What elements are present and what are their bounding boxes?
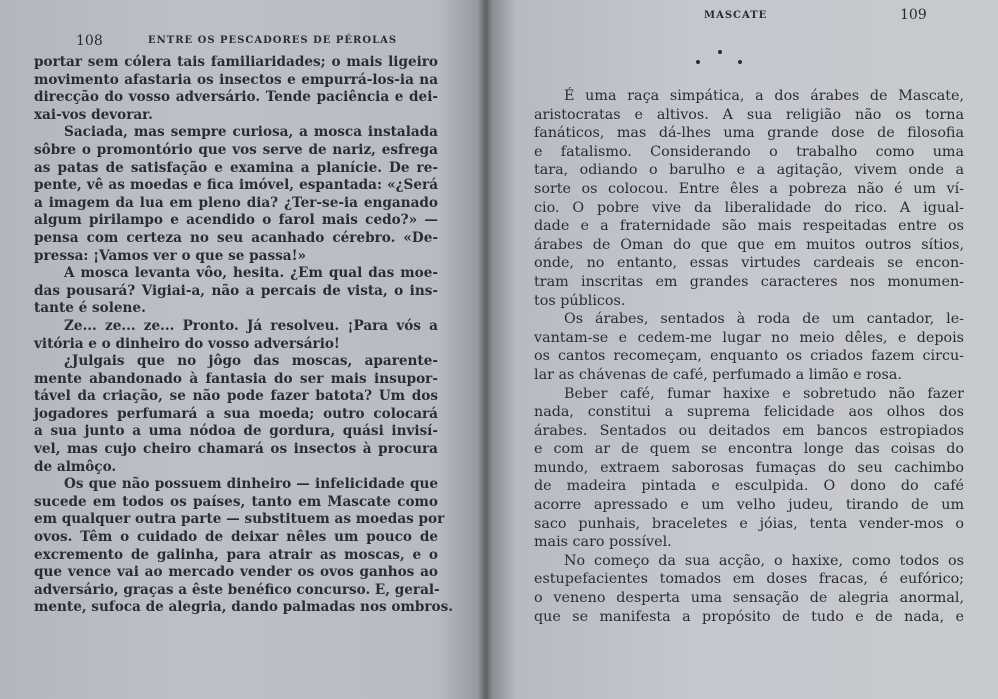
- text-line: Os que não possuem dinheiro — infelicidade que: [64, 476, 438, 493]
- text-line: árabes. Sentados ou deitados em bancos estropiados: [534, 422, 964, 439]
- paragraph: [34, 265, 438, 318]
- text-line: nada, constitui a suprema felicidade aos olhos dos: [534, 404, 964, 421]
- running-head: MASCATE: [704, 10, 768, 21]
- book-gutter: [478, 0, 492, 699]
- text-line: lar as chávenas de café, perfumado a limão e rosa.: [534, 366, 902, 383]
- text-line: xai-vos devorar.: [34, 106, 153, 123]
- running-head: ENTRE OS PESCADORES DE PÉROLAS: [148, 35, 398, 46]
- text-line: mundo, extraem saborosas fumaças do seu cachimbo: [534, 459, 964, 476]
- text-line: ovos. Têm o cuidado de deixar nêles um pouco de: [34, 529, 438, 546]
- text-line: aristocratas e altivos. A sua religião não os torna: [534, 106, 964, 123]
- page-body: [34, 54, 453, 617]
- text-line: Saciada, mas sempre curiosa, a mosca instalada: [64, 124, 438, 141]
- page-number: 108: [76, 33, 103, 49]
- page-body: [534, 87, 964, 626]
- text-line: portar sem cólera tais familiaridades; o mais ligeiro: [34, 54, 438, 70]
- text-line: A mosca levanta vôo, hesita. ¿Em qual das moe-: [64, 265, 438, 282]
- text-line: mente abandonado à fantasia do ser mais insupor-: [34, 370, 438, 387]
- text-line: Ze... ze... ze... Pronto. Já resolveu. ¡Para vós a: [64, 317, 438, 334]
- text-line: vel, mas cujo cheiro chamará os insectos à procura: [34, 441, 438, 458]
- paragraph: [534, 310, 964, 384]
- left-page: [0, 0, 486, 699]
- text-line: direcção do vosso adversário. Tende paciência e dei-: [34, 89, 438, 106]
- text-line: sôbre o promontório que vos serve de nariz, esfrega: [34, 141, 438, 158]
- text-line: que se manifesta a propósito de tudo e de nada, e: [534, 608, 964, 625]
- text-line: tável da criação, se não pode fazer batota? Um dos: [34, 388, 438, 405]
- text-line: tara, odiando o barulho e a agitação, vivem onde a: [534, 162, 964, 179]
- text-line: sorte os colocou. Entre êles a pobreza não é um ví-: [534, 180, 964, 197]
- text-line: e fatalismo. Considerando o trabalho como uma: [534, 143, 964, 160]
- paragraph: [34, 353, 438, 476]
- text-line: ¿Julgais que no jôgo das moscas, aparente-: [64, 353, 438, 370]
- text-line: tos públicos.: [534, 292, 626, 309]
- text-line: movimento afastaria os insectos e empurrá-los-ia na: [34, 71, 438, 88]
- paragraph: [534, 385, 964, 552]
- text-line: dade e a fraternidade são mais respeitadas entre os: [534, 218, 964, 235]
- text-line: em qualquer outra parte — substituem as moedas por: [34, 511, 445, 528]
- text-line: No começo da sua acção, o haxixe, como todos os: [564, 552, 964, 569]
- text-line: mente, sufoca de alegria, dando palmadas nos ombros.: [34, 599, 453, 616]
- text-line: vantam-se e cedem-me lugar no meio dêles, e depois: [534, 329, 964, 346]
- text-line: Os árabes, sentados à roda de um cantador, le-: [564, 311, 964, 328]
- text-line: onde, no entanto, essas virtudes cardeais se encon-: [534, 255, 964, 272]
- text-line: É uma raça simpática, a dos árabes de Mascate,: [564, 88, 964, 104]
- text-line: excremento de galinha, para atrair as moscas, e o: [34, 546, 438, 563]
- text-line: vitória e o dinheiro do vosso adversário!: [34, 335, 340, 352]
- text-line: cio. O pobre vive da liberalidade do rico. A igual-: [534, 199, 964, 216]
- text-line: estupefacientes tomados em doses fracas, é eufórico;: [534, 571, 964, 588]
- text-line: e com ar de quem se encontra longe das coisas do: [534, 441, 964, 458]
- text-line: a imagem da lua em pleno dia? ¿Ter-se-ia enganado: [34, 194, 438, 211]
- page-number: 109: [900, 7, 927, 23]
- text-line: de madeira pintada e esculpida. O dono do café: [534, 478, 964, 495]
- text-line: os cantos recomeçam, enquanto os criados fazem circu-: [534, 348, 964, 365]
- paragraph: [34, 318, 438, 353]
- text-line: mais caro possível.: [534, 534, 672, 551]
- text-line: de almôço.: [34, 458, 117, 475]
- dot: [718, 50, 722, 54]
- paragraph: [34, 476, 453, 617]
- text-line: tram inscritas em grandes caracteres nos monumen-: [534, 273, 964, 290]
- text-line: jogadores perfumará a sua moeda; outro colocará: [34, 405, 438, 422]
- paragraph: [34, 54, 438, 124]
- text-line: das pousará? Vigiai-a, não a percais de vista, o ins-: [34, 282, 438, 299]
- paragraph: [534, 552, 964, 626]
- text-line: algum pirilampo e acendido o farol mais cedo?» —: [34, 212, 438, 229]
- text-line: tante é solene.: [34, 300, 146, 317]
- text-line: saco punhais, braceletes e jóias, tenta vender-mos o: [534, 515, 964, 532]
- right-page: [486, 0, 998, 699]
- paragraph: [34, 124, 438, 265]
- text-line: que vence vai ao mercado vender os ovos ganhos ao: [34, 564, 438, 581]
- paragraph: [534, 87, 964, 310]
- text-line: as patas de satisfação e examina a planície. De re-: [34, 159, 438, 176]
- text-line: sucede em todos os países, tanto em Mascate como: [34, 493, 438, 510]
- text-line: adversário, graças a êste benéfico concurso. E, geral-: [34, 581, 440, 598]
- text-line: árabes de Oman do que que em muitos outros sítios,: [534, 236, 964, 253]
- text-line: acorre apressado e um velho judeu, tirando de um: [534, 497, 964, 514]
- section-break-asterism: [696, 48, 756, 68]
- text-line: pressa: ¡Vamos ver o que se passa!»: [34, 247, 307, 264]
- text-line: a sua junto a uma nódoa de gordura, quási invisí-: [34, 423, 438, 440]
- text-line: Beber café, fumar haxixe e sobretudo não fazer: [564, 385, 964, 402]
- dot: [696, 60, 700, 64]
- text-line: pente, vê as moedas e fica imóvel, espantada: «¿Será: [34, 177, 438, 194]
- dot: [738, 60, 742, 64]
- text-line: pensa com certeza no seu acanhado cérebro. «De-: [34, 229, 438, 246]
- text-line: o veneno desperta uma sensação de alegria anormal,: [534, 590, 964, 607]
- text-line: fanáticos, mas dá-lhes uma grande dose de filosofia: [534, 125, 964, 142]
